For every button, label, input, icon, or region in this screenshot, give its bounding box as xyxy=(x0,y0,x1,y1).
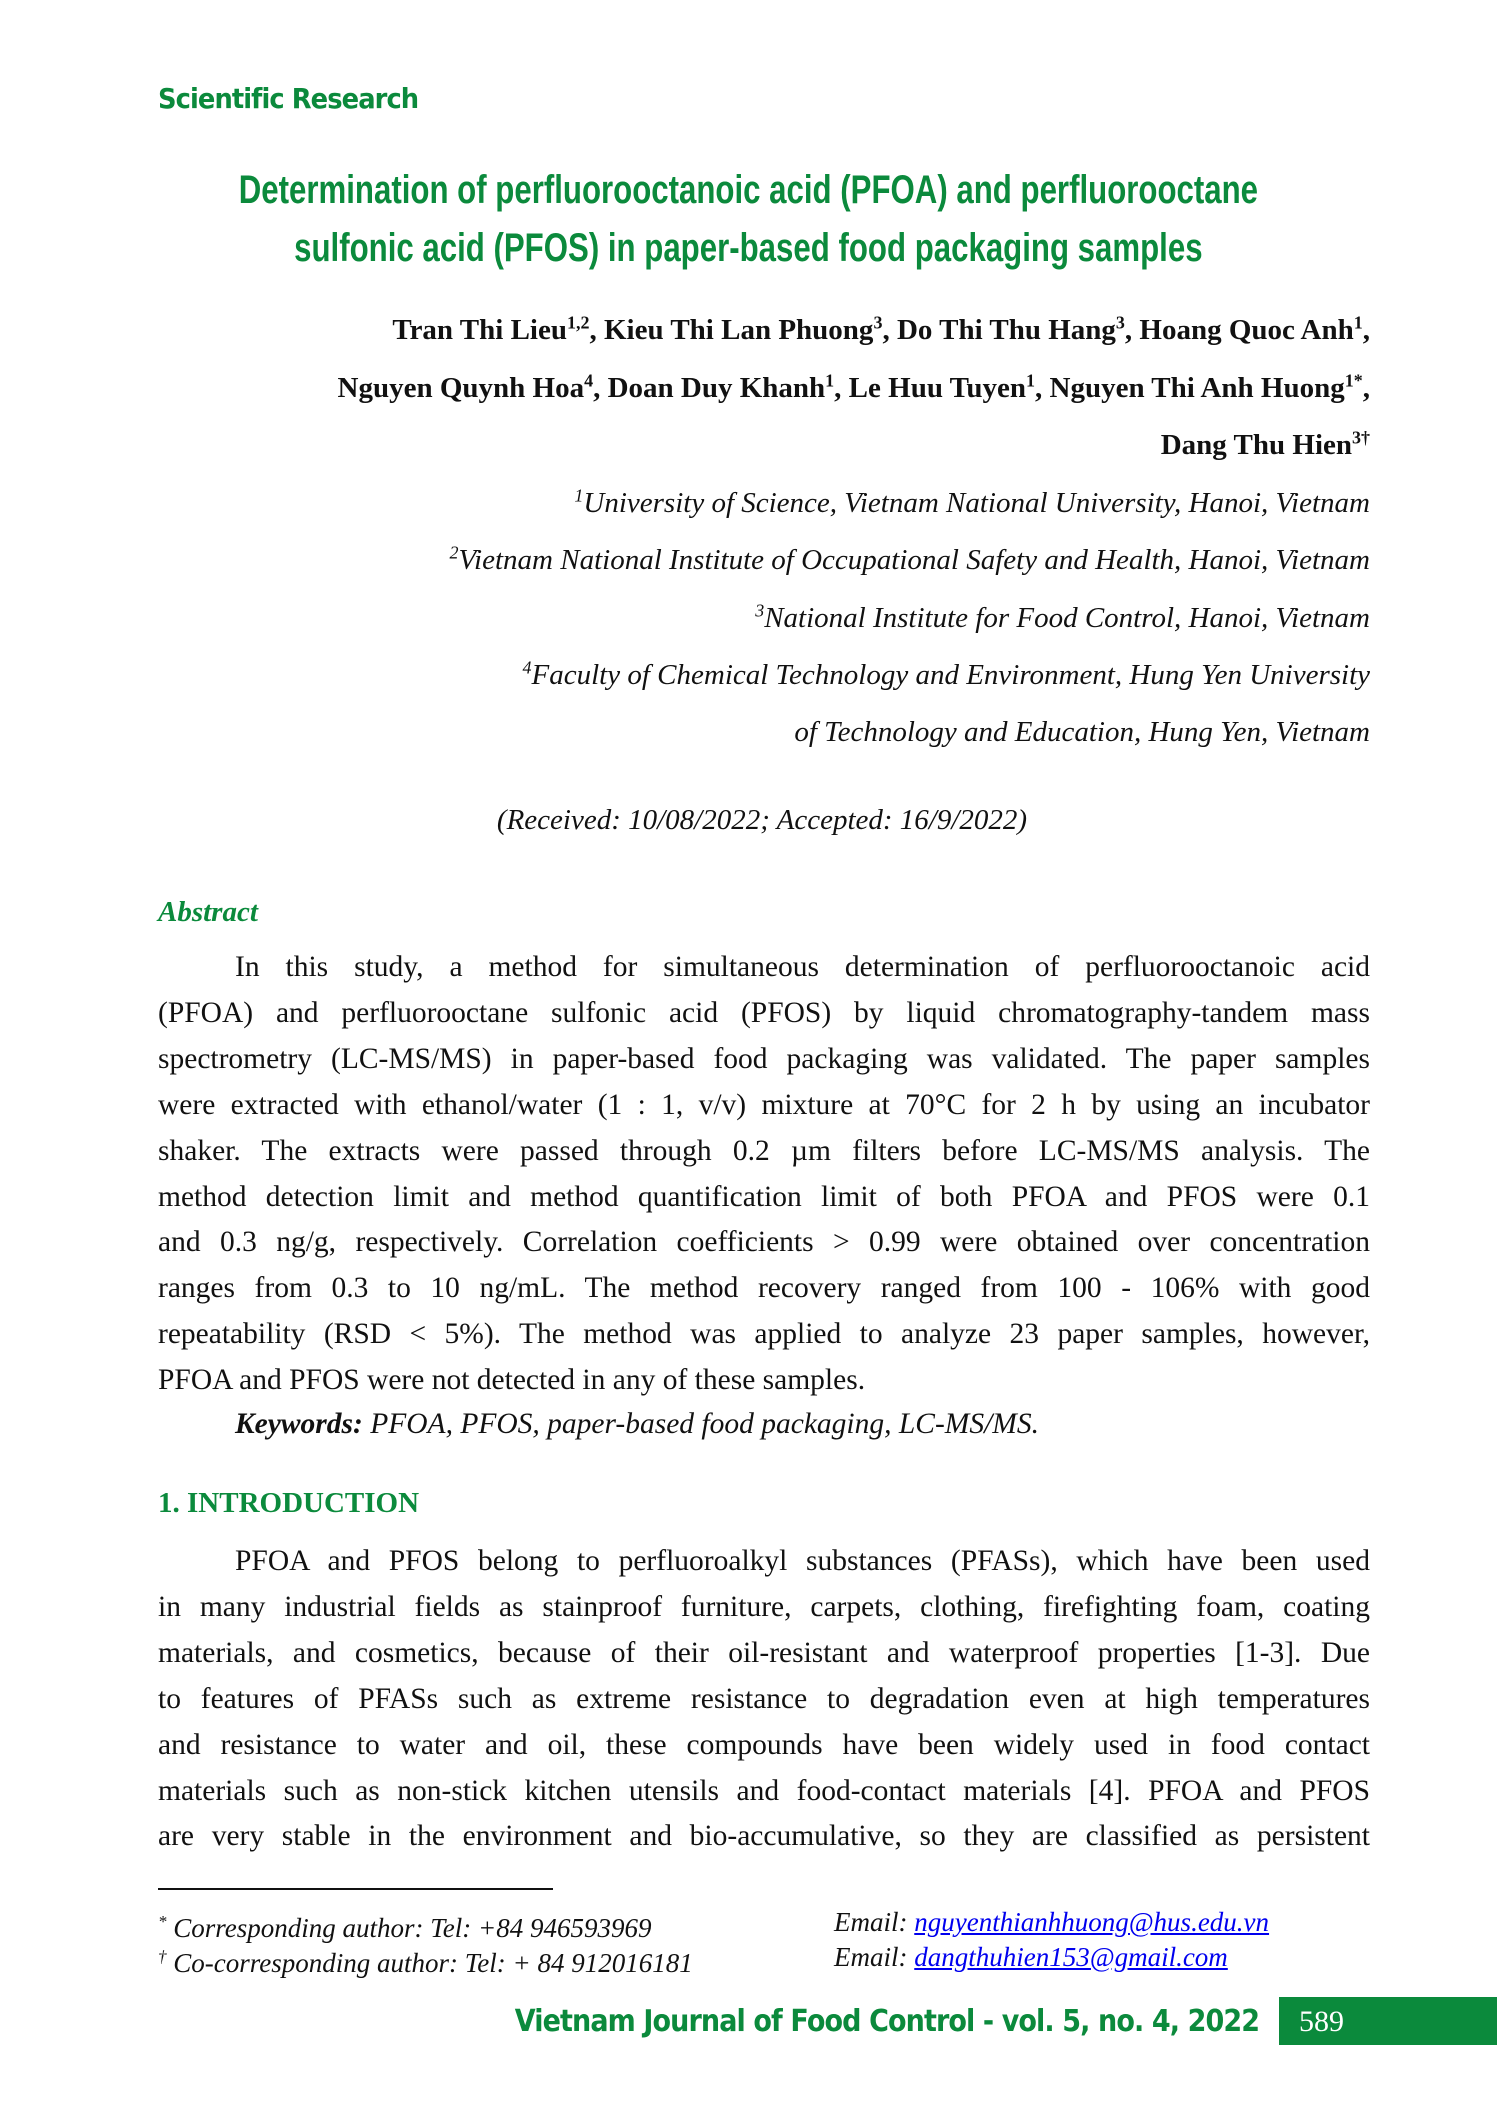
affiliation-mark: 2 xyxy=(449,542,459,563)
author xyxy=(1050,372,1371,404)
email-link[interactable]: dangthuhien153@gmail.com xyxy=(914,1942,1228,1972)
text-line: spectrometry (LC-MS/MS) in paper-based food packaging was validated. The paper samples xyxy=(158,1042,1370,1075)
author-name: Do Thi Thu Hang xyxy=(896,314,1116,346)
paper-title-line-2 xyxy=(0,228,1497,268)
author xyxy=(1139,314,1370,346)
author xyxy=(849,372,1050,404)
page-number: 589 xyxy=(1299,2005,1344,2038)
author-separator: , xyxy=(589,314,604,346)
author-separator: , xyxy=(882,314,897,346)
affiliation xyxy=(755,601,1370,635)
affiliation-text: of Technology and Education, Hung Yen, Vietnam xyxy=(794,716,1370,749)
affiliation-text: Vietnam National Institute of Occupational Safety and Health, Hanoi, Vietnam xyxy=(458,544,1370,577)
author-affiliation-mark: 1 xyxy=(1026,370,1035,391)
text-line: and resistance to water and oil, these compounds have been widely used in food contact xyxy=(158,1728,1370,1761)
author-name: Hoang Quoc Anh xyxy=(1139,314,1354,346)
author-separator: , xyxy=(1124,314,1140,346)
author-name: Nguyen Thi Anh Huong xyxy=(1049,372,1345,404)
author-separator: , xyxy=(1362,372,1370,404)
author-separator: , xyxy=(834,372,849,404)
text-line: ranges from 0.3 to 10 ng/mL. The method recovery ranged from 100 - 106% with good xyxy=(158,1272,1370,1305)
author-affiliation-mark: 4 xyxy=(584,370,594,391)
text-line: materials such as non-stick kitchen utensils and food-contact materials [4]. PFOA and PFOS xyxy=(158,1774,1370,1807)
footnote-email xyxy=(834,1941,1228,1973)
author-line xyxy=(392,313,1370,347)
text-line: to features of PFASs such as extreme resistance to degradation even at high temperatures xyxy=(158,1682,1370,1715)
paper-title-line-1 xyxy=(0,170,1497,210)
text-line: and 0.3 ng/g, respectively. Correlation coefficients > 0.99 were obtained over concentration xyxy=(158,1226,1370,1259)
author xyxy=(897,314,1139,346)
keywords-label: Keywords: xyxy=(235,1408,363,1440)
affiliation-mark: 4 xyxy=(522,657,532,678)
author xyxy=(1161,429,1370,461)
title-text: sulfonic acid (PFOS) in paper-based food packaging samples xyxy=(294,226,1203,270)
abstract-heading: Abstract xyxy=(158,896,258,928)
affiliation xyxy=(450,543,1371,577)
affiliation-text: University of Science, Vietnam National University, Hanoi, Vietnam xyxy=(583,487,1370,519)
author-line xyxy=(338,371,1371,405)
footnote-mark: * xyxy=(158,1912,167,1931)
author-affiliation-mark: 3 xyxy=(873,312,883,333)
page-number-box xyxy=(1279,1997,1497,2045)
text-line: materials, and cosmetics, because of their oil-resistant and waterproof properties [1-3]. Due xyxy=(158,1636,1370,1669)
footnote xyxy=(158,1941,693,1979)
author-name: Dang Thu Hien xyxy=(1160,429,1352,461)
footnote xyxy=(158,1906,652,1944)
email-label: Email: xyxy=(834,1942,915,1972)
section-label: Scientific Research xyxy=(158,82,419,115)
footnote-divider xyxy=(158,1888,553,1890)
author xyxy=(338,372,608,404)
author-name: Nguyen Quynh Hoa xyxy=(337,372,585,404)
footnote-mark: † xyxy=(158,1947,167,1966)
author-separator: , xyxy=(1035,372,1050,404)
author-affiliation-mark: 1,2 xyxy=(566,312,590,333)
author-affiliation-mark: 3† xyxy=(1352,427,1370,448)
author-affiliation-mark: 1 xyxy=(825,370,835,391)
affiliation xyxy=(574,486,1370,520)
author-separator: , xyxy=(593,372,608,404)
author xyxy=(392,314,604,346)
title-text: Determination of perfluorooctanoic acid (PFOA) and perfluorooctane xyxy=(238,168,1259,212)
affiliation-text: National Institute for Food Control, Hanoi, Vietnam xyxy=(764,601,1370,634)
journal-footer: Vietnam Journal of Food Control - vol. 5, no. 4, 2022 xyxy=(514,2004,1259,2039)
affiliation-mark: 1 xyxy=(574,485,584,506)
author-affiliation-mark: 3 xyxy=(1115,312,1125,333)
affiliation-mark: 3 xyxy=(755,599,765,620)
email-link[interactable]: nguyenthianhhuong@hus.edu.vn xyxy=(914,1907,1270,1937)
author-line xyxy=(1161,428,1370,462)
author-affiliation-mark: 1 xyxy=(1353,312,1363,333)
keywords xyxy=(235,1407,1447,1441)
text-line: repeatability (RSD < 5%). The method was applied to analyze 23 paper samples, however, xyxy=(158,1318,1370,1351)
footnote-text: Corresponding author: Tel: +84 946593969 xyxy=(166,1913,652,1943)
text-line: In this study, a method for simultaneous determination of perfluorooctanoic acid xyxy=(235,951,1370,983)
author-affiliation-mark: 1* xyxy=(1344,370,1363,391)
text-line: method detection limit and method quantification limit of both PFOA and PFOS were 0.1 xyxy=(158,1180,1370,1213)
introduction-heading: 1. INTRODUCTION xyxy=(158,1487,420,1519)
received-dates: (Received: 10/08/2022; Accepted: 16/9/2022) xyxy=(496,804,1028,836)
footnote-text: Co-corresponding author: Tel: + 84 912016181 xyxy=(166,1948,693,1978)
author-name: Kieu Thi Lan Phuong xyxy=(603,314,874,346)
text-line: shaker. The extracts were passed through 0.2 µm filters before LC-MS/MS analysis. The xyxy=(158,1134,1370,1167)
text-line: (PFOA) and perfluorooctane sulfonic acid (PFOS) by liquid chromatography-tandem mass xyxy=(158,996,1370,1029)
affiliation xyxy=(523,658,1370,692)
footnote-email xyxy=(834,1906,1269,1938)
author xyxy=(608,372,849,404)
text-line: PFOA and PFOS belong to perfluoroalkyl substances (PFASs), which have been used xyxy=(235,1545,1370,1577)
author-separator: , xyxy=(1362,314,1370,346)
text-line: were extracted with ethanol/water (1 : 1, v/v) mixture at 70°C for 2 h by using an incubator xyxy=(158,1088,1370,1121)
keywords-text: PFOA, PFOS, paper-based food packaging, LC-MS/MS. xyxy=(362,1408,1039,1440)
author-name: Tran Thi Lieu xyxy=(392,314,567,346)
author xyxy=(604,314,897,346)
text-line: are very stable in the environment and bio-accumulative, so they are classified as persistent xyxy=(158,1820,1370,1853)
text-line: PFOA and PFOS were not detected in any of these samples. xyxy=(158,1364,866,1397)
affiliation xyxy=(794,715,1370,749)
author-name: Doan Duy Khanh xyxy=(607,372,826,404)
author-name: Le Huu Tuyen xyxy=(848,372,1026,404)
affiliation-text: Faculty of Chemical Technology and Environment, Hung Yen University xyxy=(531,658,1370,691)
email-label: Email: xyxy=(834,1907,915,1937)
text-line: in many industrial fields as stainproof furniture, carpets, clothing, firefighting foam, coating xyxy=(158,1590,1370,1623)
